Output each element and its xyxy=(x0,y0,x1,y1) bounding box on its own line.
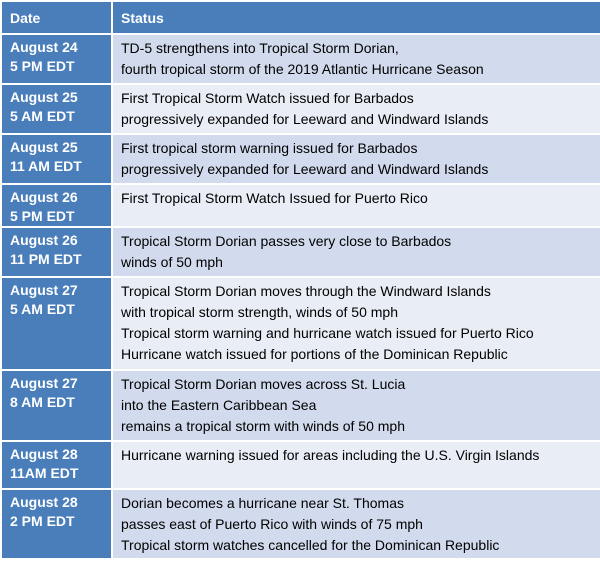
status-cell xyxy=(112,34,600,84)
time-label: 5 PM EDT xyxy=(10,58,75,74)
date-cell xyxy=(1,441,112,489)
time-label: 11 AM EDT xyxy=(10,158,82,174)
table-row xyxy=(1,370,600,441)
status-line: progressively expanded for Leeward and Windward Islands xyxy=(121,161,489,177)
date-label: August 25 xyxy=(10,139,78,155)
status-cell xyxy=(112,441,600,489)
status-column-header: Status xyxy=(112,1,600,34)
status-cell xyxy=(112,84,600,134)
status-line: First Tropical Storm Watch issued for Barbados xyxy=(121,90,414,106)
date-cell xyxy=(1,184,112,227)
status-line: Tropical Storm Dorian passes very close to Barbados xyxy=(121,233,452,249)
status-line: fourth tropical storm of the 2019 Atlantic Hurricane Season xyxy=(121,61,484,77)
table-row xyxy=(1,134,600,184)
status-cell xyxy=(112,227,600,277)
status-line: First Tropical Storm Watch Issued for Puerto Rico xyxy=(121,190,428,206)
table-row xyxy=(1,34,600,84)
status-line: winds of 50 mph xyxy=(121,254,223,270)
time-label: 8 AM EDT xyxy=(10,394,75,410)
date-cell xyxy=(1,227,112,277)
time-label: 11 PM EDT xyxy=(10,251,82,267)
status-line: Hurricane warning issued for areas including the U.S. Virgin Islands xyxy=(121,447,540,463)
time-label: 11AM EDT xyxy=(10,465,79,481)
status-cell xyxy=(112,134,600,184)
time-label: 2 PM EDT xyxy=(10,513,75,529)
status-line: into the Eastern Caribbean Sea xyxy=(121,397,317,413)
table-row xyxy=(1,84,600,134)
date-cell xyxy=(1,277,112,370)
table-row xyxy=(1,441,600,489)
table-row xyxy=(1,227,600,277)
date-label: August 27 xyxy=(10,375,78,391)
date-label: August 28 xyxy=(10,494,78,510)
status-cell xyxy=(112,277,600,370)
status-line: Hurricane watch issued for portions of the Dominican Republic xyxy=(121,346,508,362)
table-row xyxy=(1,489,600,559)
status-cell xyxy=(112,184,600,227)
table-row xyxy=(1,277,600,370)
status-line: First tropical storm warning issued for Barbados xyxy=(121,140,418,156)
status-line: Tropical Storm Dorian moves through the Windward Islands xyxy=(121,283,491,299)
status-cell xyxy=(112,489,600,559)
date-cell xyxy=(1,370,112,441)
date-cell xyxy=(1,34,112,84)
date-cell xyxy=(1,84,112,134)
status-line: remains a tropical storm with winds of 50 mph xyxy=(121,418,405,434)
date-label: August 26 xyxy=(10,232,78,248)
date-label: August 28 xyxy=(10,446,78,462)
status-line: progressively expanded for Leeward and Windward Islands xyxy=(121,111,489,127)
time-label: 5 AM EDT xyxy=(10,108,75,124)
status-line: Tropical Storm Dorian moves across St. Lucia xyxy=(121,376,406,392)
date-label: August 24 xyxy=(10,39,78,55)
date-label: August 27 xyxy=(10,282,78,298)
status-line: Dorian becomes a hurricane near St. Thomas xyxy=(121,495,404,511)
date-label: August 25 xyxy=(10,89,78,105)
date-label: August 26 xyxy=(10,189,78,205)
table-row xyxy=(1,184,600,227)
status-line: Tropical storm watches cancelled for the Dominican Republic xyxy=(121,537,500,553)
date-cell xyxy=(1,134,112,184)
date-column-header: Date xyxy=(1,1,112,34)
status-cell xyxy=(112,370,600,441)
status-line: with tropical storm strength, winds of 50 mph xyxy=(121,304,399,320)
date-cell xyxy=(1,489,112,559)
status-line: TD-5 strengthens into Tropical Storm Dorian, xyxy=(121,40,399,56)
time-label: 5 AM EDT xyxy=(10,301,75,317)
status-line: passes east of Puerto Rico with winds of 75 mph xyxy=(121,516,423,532)
status-line: Tropical storm warning and hurricane watch issued for Puerto Rico xyxy=(121,325,534,341)
header-row xyxy=(1,1,600,34)
time-label: 5 PM EDT xyxy=(10,208,75,224)
